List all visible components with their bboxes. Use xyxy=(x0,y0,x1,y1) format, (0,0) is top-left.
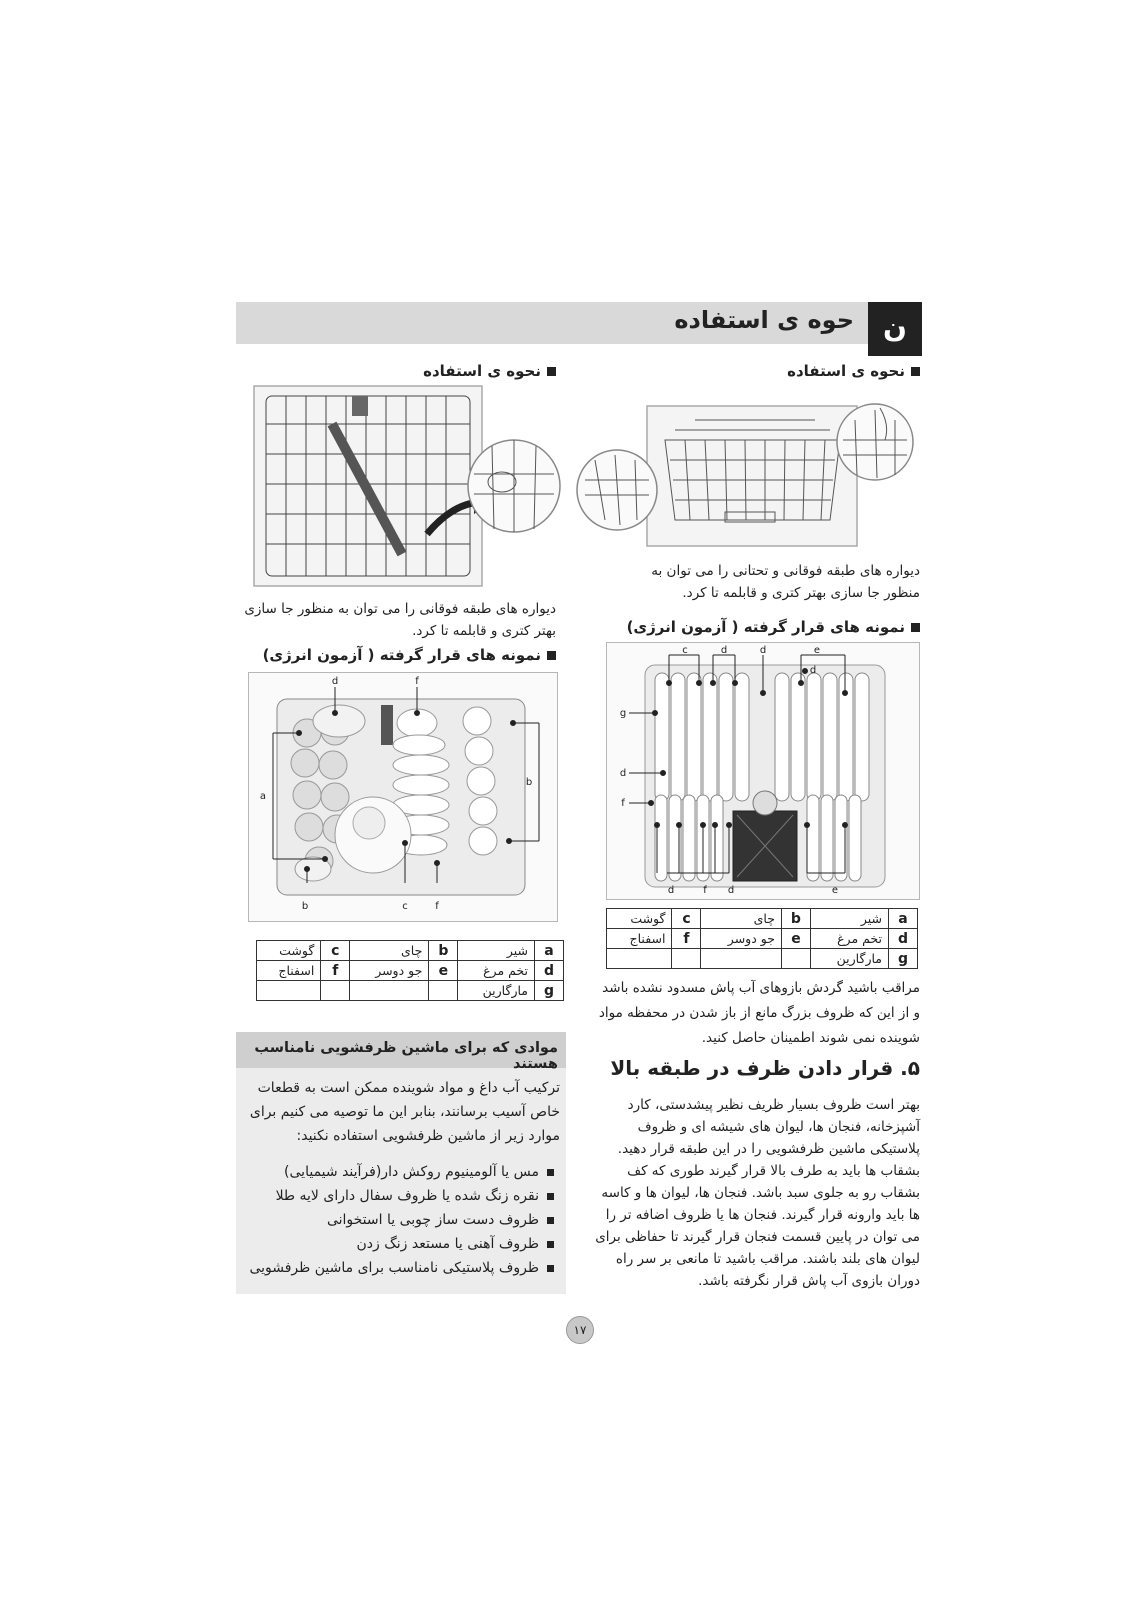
legend-value: گوشت xyxy=(607,909,672,929)
legend-key: a xyxy=(889,909,918,929)
fig-label: d xyxy=(809,665,817,676)
unsuitable-items-list xyxy=(244,1160,554,1280)
fig-label: c xyxy=(402,901,408,912)
figure-upper-rack-fold xyxy=(252,384,564,590)
fig-label: d xyxy=(727,885,735,896)
fig-label: d xyxy=(720,645,728,656)
fig-label: e xyxy=(831,885,839,896)
legend-key: e xyxy=(781,929,810,949)
fig-label: f xyxy=(415,676,419,687)
fig-label: a xyxy=(259,791,267,802)
legend-value: تخم مرغ xyxy=(810,929,888,949)
fig-label: e xyxy=(813,645,821,656)
legend-value: شیر xyxy=(810,909,888,929)
right-section2-heading: نمونه های قرار گرفته ( آزمون انرژی) xyxy=(590,618,920,636)
list-item: مس یا آلومینیوم روکش دار(فرآیند شیمیایی) xyxy=(244,1160,554,1184)
list-item: ظروف پلاستیکی نامناسب برای ماشین ظرفشویی xyxy=(244,1256,554,1280)
bullet-square-icon xyxy=(547,651,556,660)
legend-key: d xyxy=(535,961,564,981)
legend-value: مارگارین xyxy=(810,949,888,969)
fig-label: d xyxy=(619,768,627,779)
fig-label: b xyxy=(525,777,533,788)
legend-key: f xyxy=(672,929,701,949)
fig-label: g xyxy=(619,708,627,719)
right-section3-heading: ۵. قرار دادن ظرف در طبقه بالا xyxy=(610,1056,920,1080)
right-section1-heading: نحوه ی استفاده xyxy=(620,362,920,380)
legend-key: a xyxy=(535,941,564,961)
bullet-square-icon xyxy=(547,1193,554,1200)
legend-key: g xyxy=(535,981,564,1001)
legend-key: d xyxy=(889,929,918,949)
legend-value: جو دوسر xyxy=(701,929,781,949)
legend-value: مارگارین xyxy=(458,981,535,1001)
right-caption1: دیواره های طبقه فوقانی و تحتانی را می توان به منظور جا سازی بهتر کتری و قابلمه تا کرد. xyxy=(651,563,920,601)
left-section2-heading: نمونه های قرار گرفته ( آزمون انرژی) xyxy=(240,646,556,664)
legend-key: b xyxy=(429,941,458,961)
legend-key: g xyxy=(889,949,918,969)
figure-upper-rack-test xyxy=(248,672,558,922)
unsuitable-items-heading-band xyxy=(236,1032,566,1072)
figure-fold-racks xyxy=(575,400,920,552)
bullet-square-icon xyxy=(547,1169,554,1176)
legend-key: f xyxy=(321,961,350,981)
header-band xyxy=(236,302,922,344)
fig-label: d xyxy=(667,885,675,896)
legend-value: اسفناج xyxy=(257,961,321,981)
right-section3-body: بهتر است ظروف بسیار ظریف نظیر پیشدستی، کارد آشپزخانه، فنجان ها، لیوان های شیشه ای و ظروف پلاستیکی ماشین ظرفشویی را در این طبقه قرار دهید. بشقاب ها باید به طرف بالا قرار گیرند طوری که کف بشقاب رو به جلوی سبد باشد. فنجان ها، لیوان ها و کاسه ها باید وارونه قرار گیرند. فنجان ها یا ظروف اضافه تر را می توان در پایین قسمت فنجان قرار گیرند تا حفاظی برای لیوان های بلند باشند. مراقب باشید تا مانعی بر سر راه دوران بازوی آب پاش قرار نگرفته باشد. xyxy=(595,1097,920,1289)
list-item: نقره زنگ شده یا ظروف سفال دارای لایه طلا xyxy=(244,1184,554,1208)
fig-label: b xyxy=(301,901,309,912)
left-legend-table xyxy=(256,940,564,1001)
right-note: مراقب باشید گردش بازوهای آب پاش مسدود نشده باشد و از این که ظروف بزرگ مانع از باز شدن در محفظه مواد شوینده نمی شوند اطمینان حاصل کنید. xyxy=(598,980,920,1046)
legend-value: اسفناج xyxy=(607,929,672,949)
fig-label: d xyxy=(759,645,767,656)
left-caption1: دیواره های طبقه فوقانی را می توان به منظور جا سازی بهتر کتری و قابلمه تا کرد. xyxy=(244,601,556,639)
legend-value: چای xyxy=(350,941,429,961)
page-title: حوه ی استفاده xyxy=(674,306,854,334)
bullet-square-icon xyxy=(547,367,556,376)
list-item: ظروف آهنی یا مستعد زنگ زدن xyxy=(244,1232,554,1256)
page-number: ۱۷ xyxy=(566,1316,594,1344)
chapter-tab: ن xyxy=(868,302,922,356)
legend-value: شیر xyxy=(458,941,535,961)
legend-value: تخم مرغ xyxy=(458,961,535,981)
bullet-square-icon xyxy=(547,1265,554,1272)
bullet-square-icon xyxy=(911,367,920,376)
legend-value: چای xyxy=(701,909,781,929)
left-section1-heading: نحوه ی استفاده xyxy=(240,362,556,380)
legend-key: c xyxy=(321,941,350,961)
legend-key: c xyxy=(672,909,701,929)
list-item: ظروف دست ساز چوبی یا استخوانی xyxy=(244,1208,554,1232)
bullet-square-icon xyxy=(547,1241,554,1248)
bullet-square-icon xyxy=(911,623,920,632)
legend-value: گوشت xyxy=(257,941,321,961)
bullet-square-icon xyxy=(547,1217,554,1224)
fig-label: f xyxy=(435,901,439,912)
unsuitable-items-intro: ترکیب آب داغ و مواد شوینده ممکن است به قطعات خاص آسیب برسانند، بنابر این ما توصیه می کنیم برای موارد زیر از ماشین ظرفشویی استفاده نکنید: xyxy=(249,1080,560,1144)
figure-lower-rack-test xyxy=(606,642,920,900)
legend-value: جو دوسر xyxy=(350,961,429,981)
unsuitable-items-heading: موادی که برای ماشین ظرفشویی نامناسب هستند xyxy=(254,1040,558,1072)
legend-key: b xyxy=(781,909,810,929)
right-legend-table xyxy=(606,908,918,969)
fig-label: c xyxy=(682,645,688,656)
fig-label: f xyxy=(703,885,707,896)
fig-label: d xyxy=(331,676,339,687)
legend-key: e xyxy=(429,961,458,981)
fig-label: f xyxy=(621,798,625,809)
